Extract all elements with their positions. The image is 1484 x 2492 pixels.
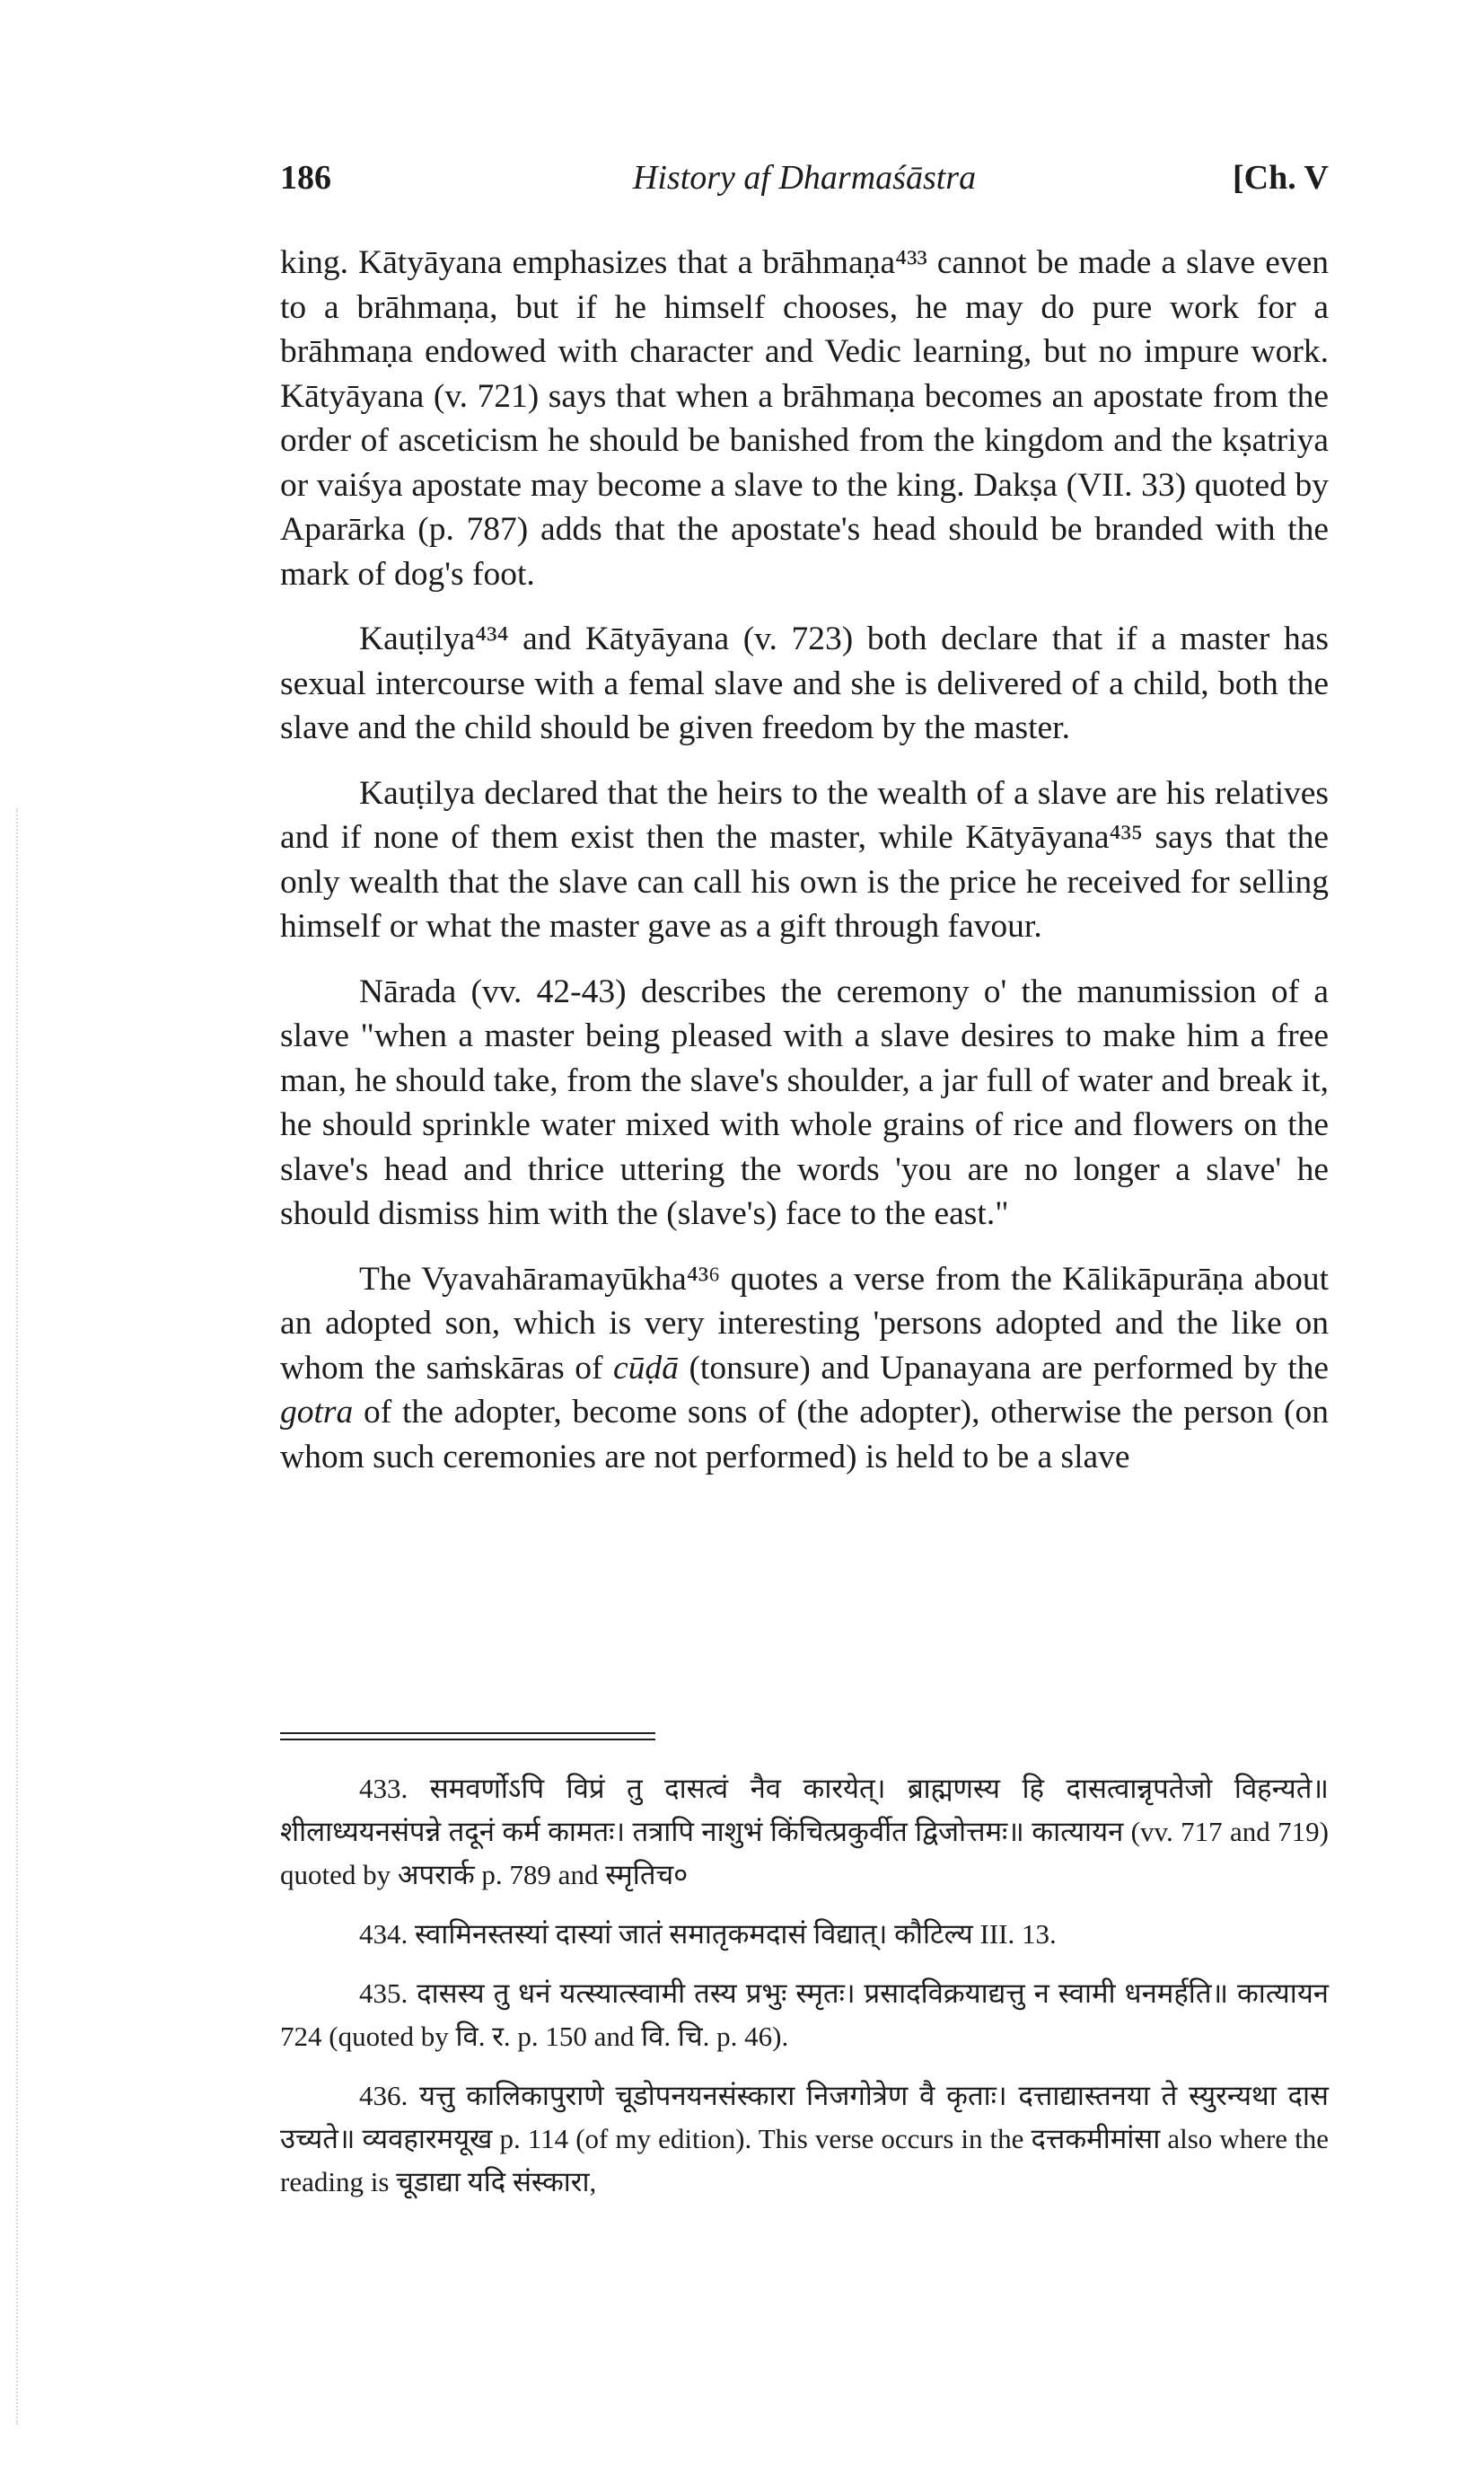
- footnote-434: 434. स्वामिनस्तस्यां दास्यां जातं समातृकमदासं विद्यात्। कौटिल्य III. 13.: [359, 1918, 1057, 1950]
- footnote-435: 435. दासस्य तु धनं यत्स्यात्स्वामी तस्य प्रभुः स्मृतः। प्रसादविक्रयाद्यत्तु न स्वामी धनमर्हति॥ कात्यायन 724 (quoted by वि. र. p. 150 and वि. चि. p. 46).: [280, 1977, 1329, 2052]
- paragraph-2: Kauṭilya⁴³⁴ and Kātyāyana (v. 723) both declare that if a master has sexual intercourse with a femal slave and she is delivered of a child, both the slave and the child should be given freedom by the master.: [280, 621, 1329, 746]
- page-header: [280, 151, 1329, 205]
- footnote-433: 433. समवर्णोऽपि विप्रं तु दासत्वं नैव कारयेत्। ब्राह्मणस्य हि दासत्वान्नृपतेजो विहन्यते॥ शीलाध्ययनसंपन्ने तदूनं कर्म कामतः। तत्रापि नाशुभं किंचित्प्रकुर्वीत द्विजोत्तमः॥ कात्यायन (vv. 717 and 719) quoted by अपरार्क p. 789 and स्मृतिच०: [280, 1773, 1329, 1890]
- footnote-436: 436. यत्तु कालिकापुराणे चूडोपनयनसंस्कारा निजगोत्रेण वै कृताः। दत्ताद्यास्तनया ते स्युरन्यथा दास उच्यते॥ व्यवहारमयूख p. 114 (of my edition). This verse occurs in the दत्तकमीमांसा also where the reading is चूडाद्या यदि संस्कारा,: [280, 2080, 1329, 2197]
- running-title: History af Dharmaśāstra: [632, 159, 977, 197]
- footnote-divider: [280, 1732, 655, 1740]
- footnotes: [280, 1767, 1329, 2220]
- scan-margin-mark: [16, 808, 20, 2425]
- paragraph-5-part-a: The Vyavahāramayūkha⁴³⁶ quotes a verse from the Kālikāpurāṇa about an adopted son, which is very interesting 'persons adopted and the like on whom the saṁskāras of: [280, 1260, 1329, 1387]
- italic-term-gotra: gotra: [280, 1394, 354, 1431]
- chapter-label: [Ch. V: [1233, 159, 1329, 197]
- paragraph-1: king. Kātyāyana emphasizes that a brāhmaṇa⁴³³ cannot be made a slave even to a brāhmaṇa, but if he himself chooses, he may do pure work for a brāhmaṇa endowed with character and Vedic learning, but no impure work. Kātyāyana (v. 721) says that when a brāhmaṇa becomes an apostate from the order of asceticism he should be banished from the kingdom and the kṣatriya or vaiśya apostate may become a slave to the king. Dakṣa (VII. 33) quoted by Aparārka (p. 787) adds that the apostate's head should be branded with the mark of dog's foot.: [280, 244, 1329, 593]
- paragraph-5-part-b: (tonsure) and Upanayana are performed by the: [678, 1349, 1330, 1387]
- paragraph-5: [280, 1257, 1329, 1480]
- paragraph-5-part-c: of the adopter, become sons of (the adopter), otherwise the person (on whom such ceremonies are not performed) is held to be a slave: [280, 1394, 1329, 1475]
- paragraph-4: Nārada (vv. 42-43) describes the ceremony o' the manumission of a slave "when a master being pleased with a slave desires to make him a free man, he should take, from the slave's shoulder, a jar full of water and break it, he should sprinkle water mixed with whole grains of rice and flowers on the slave's head and thrice uttering the words 'you are no longer a slave' he should dismiss him with the (slave's) face to the east.": [280, 973, 1329, 1232]
- paragraph-3: Kauṭilya declared that the heirs to the wealth of a slave are his relatives and if none of them exist then the master, while Kātyāyana⁴³⁵ says that the only wealth that the slave can call his own is the price he received for selling himself or what the master gave as a gift through favour.: [280, 774, 1329, 945]
- main-text: [280, 241, 1329, 1500]
- italic-term-cuda: cūḍā: [613, 1349, 679, 1387]
- page-number: 186: [280, 159, 331, 197]
